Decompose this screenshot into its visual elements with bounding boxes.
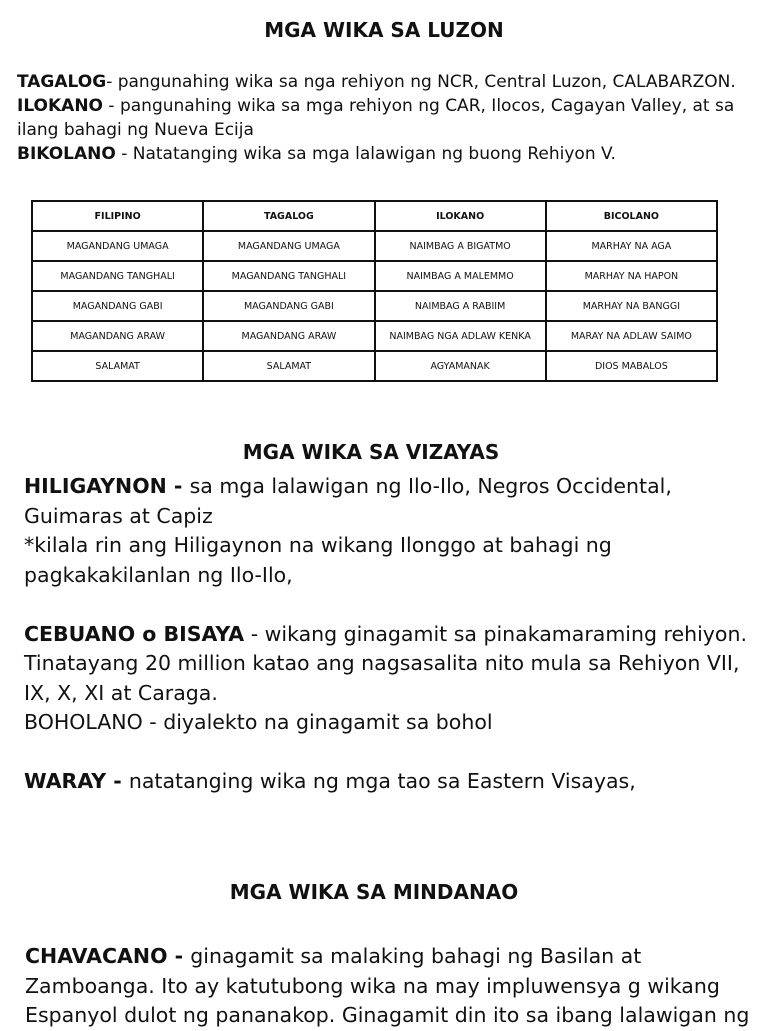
table-header-cell: FILIPINO — [32, 201, 203, 231]
table-cell: NAIMBAG NGA ADLAW KENKA — [375, 321, 546, 351]
cebuano-line — [24, 620, 764, 709]
visayas-title: MGA WIKA SA VIZAYAS — [242, 440, 500, 464]
luzon-paragraph — [17, 70, 757, 166]
table-cell: NAIMBAG A MALEMMO — [375, 261, 546, 291]
visayas-paragraph — [24, 472, 764, 797]
table-cell: NAIMBAG A BIGATMO — [375, 231, 546, 261]
table-cell: MARAY NA ADLAW SAIMO — [546, 321, 717, 351]
hiligaynon-term: HILIGAYNON - — [24, 474, 190, 498]
bikolano-desc: - Natatanging wika sa mga lalawigan ng buong Rehiyon V. — [115, 144, 616, 164]
waray-line — [24, 767, 764, 797]
table-cell: MAGANDANG ARAW — [32, 321, 203, 351]
chavacano-line — [25, 942, 765, 1031]
table-header-cell: TAGALOG — [203, 201, 374, 231]
table-cell: MARHAY NA AGA — [546, 231, 717, 261]
table-cell: DIOS MABALOS — [546, 351, 717, 381]
table-row — [32, 351, 717, 381]
cebuano-term: CEBUANO o BISAYA — [24, 621, 245, 646]
boholano-line: BOHOLANO - diyalekto na ginagamit sa bohol — [24, 710, 493, 734]
table-header-cell: BICOLANO — [546, 201, 717, 231]
table-cell: MARHAY NA BANGGI — [546, 291, 717, 321]
table-header-cell: ILOKANO — [375, 201, 546, 231]
chavacano-term: CHAVACANO - — [25, 944, 191, 968]
table-row — [32, 231, 717, 261]
ilokano-line — [17, 94, 757, 142]
table-row — [32, 261, 717, 291]
tagalog-line — [17, 70, 757, 94]
table-cell: MAGANDANG TANGHALI — [32, 261, 203, 291]
mindanao-title: MGA WIKA SA MINDANAO — [229, 880, 519, 904]
table-cell: AGYAMANAK — [375, 351, 546, 381]
table-cell: MAGANDANG GABI — [32, 291, 203, 321]
table-row — [32, 321, 717, 351]
luzon-title: MGA WIKA SA LUZON — [264, 18, 504, 42]
tagalog-desc: - pangunahing wika sa nga rehiyon ng NCR, Central Luzon, CALABARZON. — [106, 72, 736, 92]
table-cell: SALAMAT — [32, 351, 203, 381]
table-cell: SALAMAT — [203, 351, 374, 381]
ilokano-term: ILOKANO — [17, 96, 104, 116]
greetings-table — [31, 200, 718, 382]
hiligaynon-line — [24, 472, 764, 531]
waray-term: WARAY - — [24, 769, 129, 793]
spacer — [24, 590, 764, 620]
table-header-row — [32, 201, 717, 231]
cebuano-desc: - wikang ginagamit sa pinakamaraming rehiyon. Tinatayang 20 million katao ang nagsasalita nito mula sa Rehiyon VII, IX, X, XI at Caraga. — [24, 621, 747, 705]
spacer — [24, 738, 764, 768]
waray-desc: natatanging wika ng mga tao sa Eastern Visayas, — [128, 769, 636, 793]
table-cell: NAIMBAG A RABIIM — [375, 291, 546, 321]
table-row — [32, 291, 717, 321]
table-cell: MAGANDANG UMAGA — [203, 231, 374, 261]
mindanao-paragraph — [25, 942, 765, 1031]
table-cell: MAGANDANG TANGHALI — [203, 261, 374, 291]
chavacano-desc: ginagamit sa malaking bahagi ng Basilan at Zamboanga. Ito ay katutubong wika na may impluwensya g wikang Espanyol dulot ng pananakop. Ginagamit din ito sa ibang lalawigan ng — [25, 944, 750, 1027]
table-cell: MAGANDANG ARAW — [203, 321, 374, 351]
table-cell: MARHAY NA HAPON — [546, 261, 717, 291]
bikolano-line — [17, 142, 757, 166]
bikolano-term: BIKOLANO — [17, 144, 116, 164]
table-cell: MAGANDANG UMAGA — [32, 231, 203, 261]
hiligaynon-desc: sa mga lalawigan ng Ilo-Ilo, Negros Occidental, Guimaras at Capiz — [24, 474, 672, 528]
hiligaynon-note: *kilala rin ang Hiligaynon na wikang Ilonggo at bahagi ng pagkakakilanlan ng Ilo-Ilo, — [24, 533, 612, 587]
table-cell: MAGANDANG GABI — [203, 291, 374, 321]
ilokano-desc: - pangunahing wika sa mga rehiyon ng CAR, Ilocos, Cagayan Valley, at sa ilang bahagi ng Nueva Ecija — [17, 96, 735, 140]
tagalog-term: TAGALOG — [17, 72, 107, 92]
